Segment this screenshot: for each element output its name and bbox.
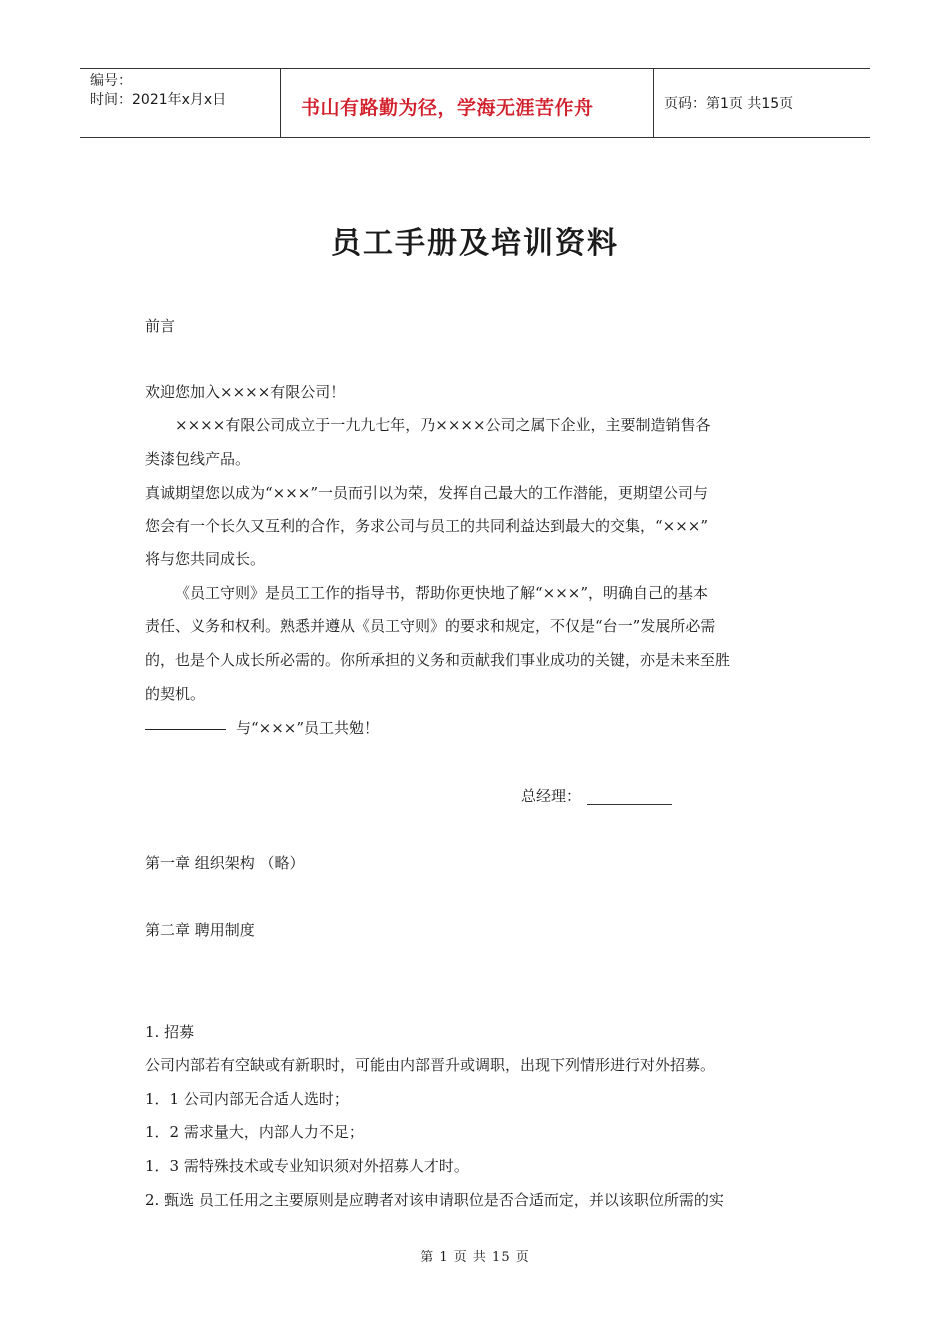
section-heading: 2. 甄选 员工任用之主要原则是应聘者对该申请职位是否合适而定，并以该职位所需的实	[145, 1191, 724, 1209]
header-meta-cell	[80, 69, 281, 137]
paragraph-line: 公司内部若有空缺或有新职时，可能由内部晋升或调职，出现下列情形进行对外招募。	[145, 1056, 716, 1074]
header-motto-cell	[281, 69, 654, 137]
motto: 书山有路勤为径，学海无涯苦作舟	[301, 97, 594, 119]
paragraph-line: 《员工守则》是员工工作的指导书，帮助你更快地了解“×××”，明确自己的基本	[175, 584, 709, 602]
document-title: 员工手册及培训资料	[331, 226, 619, 261]
closing-dash	[145, 729, 226, 730]
chapter-heading: 第一章 组织架构 （略）	[145, 854, 305, 872]
number-label: 编号：	[90, 73, 132, 89]
signature-label: 总经理：	[521, 787, 582, 805]
paragraph-line: 真诚期望您以成为“×××”一员而引以为荣，发挥自己最大的工作潜能，更期望公司与	[145, 484, 709, 502]
paragraph-line: ××××有限公司成立于一九九七年，乃××××公司之属下企业，主要制造销售各	[175, 416, 711, 434]
section-heading: 1. 招募	[145, 1023, 195, 1041]
paragraph-line: 类漆包线产品。	[145, 450, 251, 468]
date-text: 时间：2021年x月x日	[90, 92, 227, 108]
list-item: 1．1 公司内部无合适人选时；	[145, 1090, 349, 1108]
paragraph-line: 的契机。	[145, 685, 206, 703]
welcome-line: 欢迎您加入××××有限公司！	[145, 383, 346, 401]
paragraph-line: 将与您共同成长。	[145, 550, 266, 568]
page-info: 页码：第1页 共15页	[664, 96, 794, 112]
paragraph-line: 责任、义务和权利。熟悉并遵从《员工守则》的要求和规定，不仅是“台一”发展所必需	[145, 617, 716, 635]
signature-line	[587, 804, 672, 805]
page-header	[80, 68, 870, 138]
closing-line: 与“×××”员工共勉！	[236, 719, 380, 737]
list-item: 1．3 需特殊技术或专业知识须对外招募人才时。	[145, 1157, 469, 1175]
chapter-heading: 第二章 聘用制度	[145, 921, 255, 939]
paragraph-line: 您会有一个长久又互利的合作，务求公司与员工的共同利益达到最大的交集，“×××”	[145, 517, 709, 535]
page-footer: 第 1 页 共 15 页	[420, 1250, 530, 1265]
list-item: 1．2 需求量大，内部人力不足；	[145, 1123, 364, 1141]
paragraph-line: 的，也是个人成长所必需的。你所承担的义务和贡献我们事业成功的关键，亦是未来至胜	[145, 651, 731, 669]
preface-heading: 前言	[145, 317, 176, 335]
